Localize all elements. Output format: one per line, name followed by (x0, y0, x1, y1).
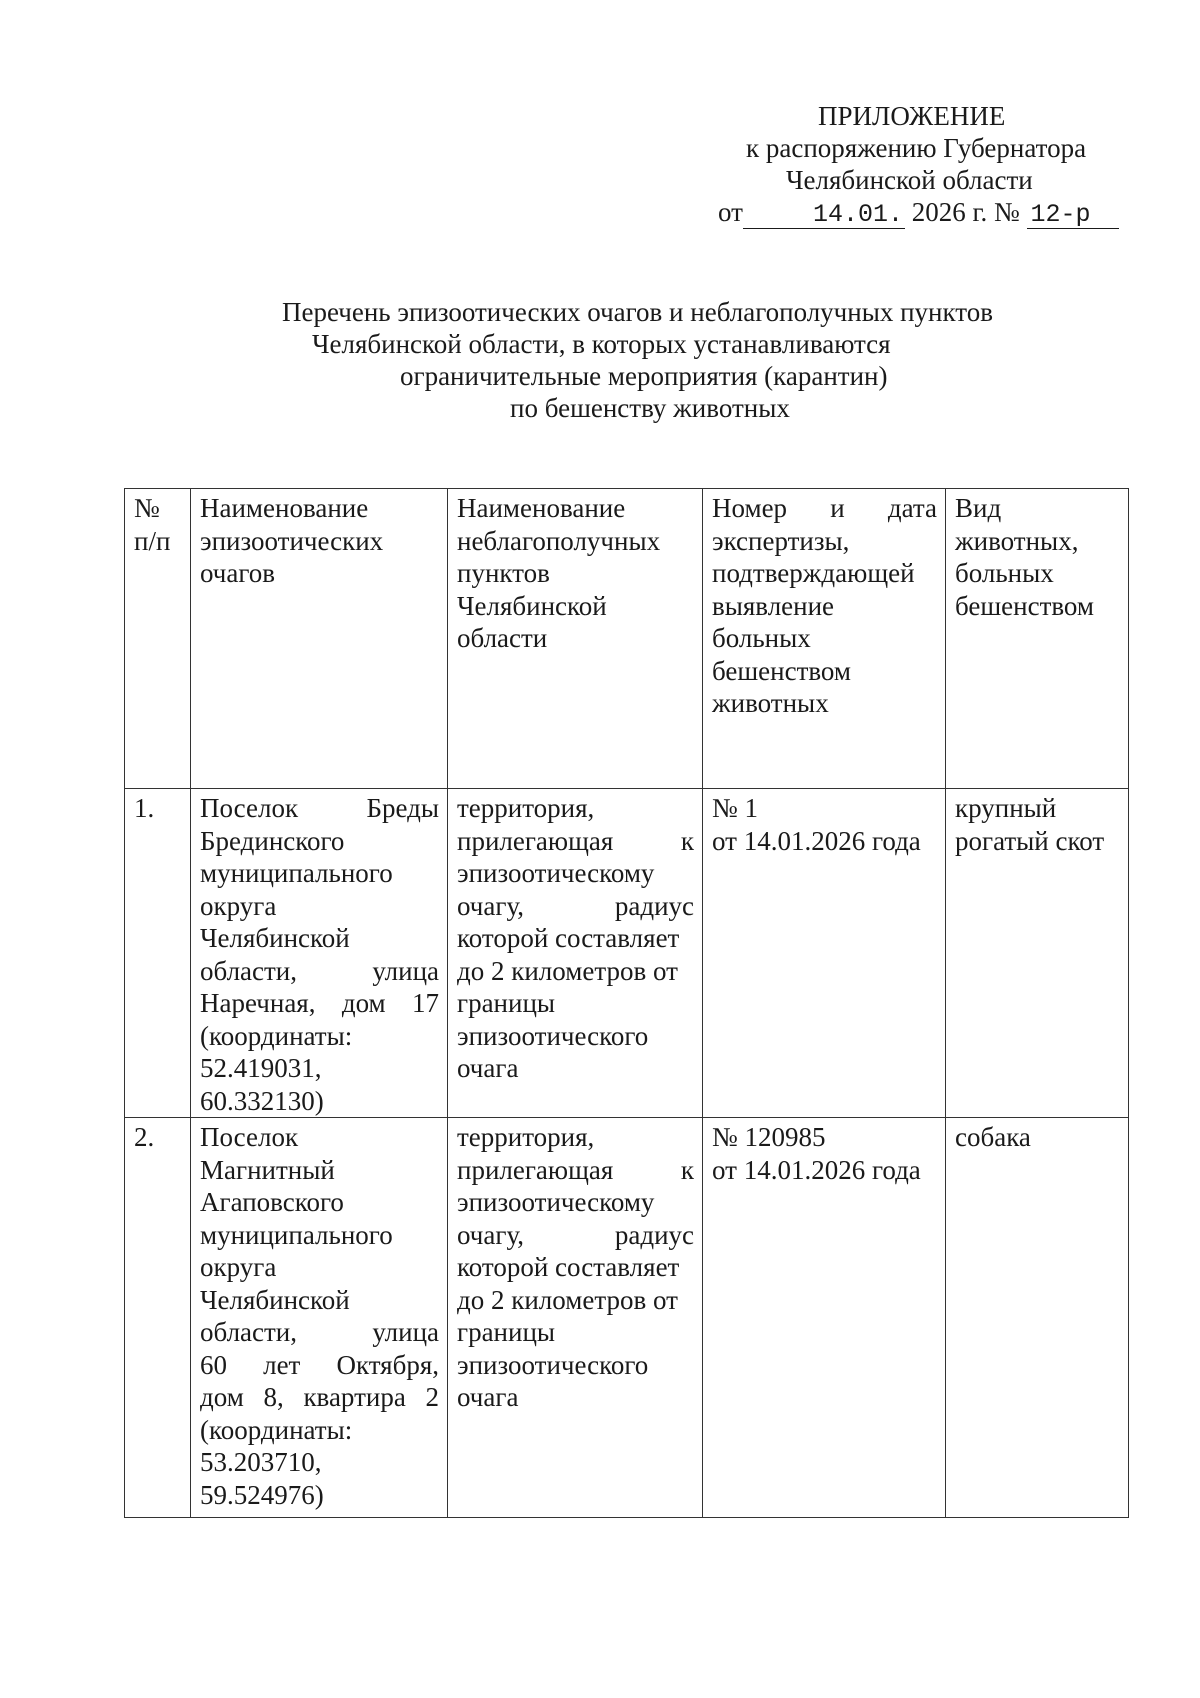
header-focus: Наименование эпизоотических очагов (191, 489, 448, 789)
row-animals: собака (946, 1118, 1129, 1518)
table-header-row (125, 489, 1129, 789)
handwritten-number: 12-р (1027, 202, 1119, 229)
title-line-1: Перечень эпизоотических очагов и неблагополучных пунктов (282, 297, 993, 327)
handwritten-date: 14.01. (743, 202, 905, 229)
appendix-header (700, 100, 1140, 229)
document-title (140, 296, 1080, 424)
title-line-2: Челябинской области, в которых устанавливаются (312, 329, 891, 359)
row-number: 1. (125, 789, 191, 1118)
row-focus: Поселок Бреды Брединского муниципального округа Челябинской области, улица Наречная, дом 17 (координаты: 52.419031, 60.332130) (191, 789, 448, 1118)
year-number-label: 2026 г. № (911, 197, 1020, 227)
row-expertise: № 120985 от 14.01.2026 года (703, 1118, 946, 1518)
appendix-title: ПРИЛОЖЕНИЕ (818, 101, 1006, 131)
header-expertise: Номер и дата экспертизы, подтверждающей выявление больных бешенством животных (703, 489, 946, 789)
appendix-line-2: к распоряжению Губернатора (746, 133, 1087, 163)
row-points: территория, прилегающая к эпизоотическому очагу, радиус которой составляет до 2 километров от границы эпизоотического очага (448, 1118, 703, 1518)
quarantine-table (124, 488, 1129, 1518)
appendix-line-3: Челябинской области (786, 165, 1033, 195)
header-animals: Вид животных, больных бешенством (946, 489, 1129, 789)
table-row (125, 1118, 1129, 1518)
row-expertise: № 1 от 14.01.2026 года (703, 789, 946, 1118)
row-number: 2. (125, 1118, 191, 1518)
appendix-date-line (700, 196, 1140, 229)
row-animals: крупный рогатый скот (946, 789, 1129, 1118)
table-row (125, 789, 1129, 1118)
title-line-4: по бешенству животных (510, 393, 790, 423)
header-points: Наименование неблагополучных пунктов Челябинской области (448, 489, 703, 789)
from-label: от (718, 197, 743, 227)
row-focus: Поселок Магнитный Агаповского муниципального округа Челябинской области, улица 60 лет Октября, дом 8, квартира 2 (координаты: 53.203710, 59.524976) (191, 1118, 448, 1518)
row-points: территория, прилегающая к эпизоотическому очагу, радиус которой составляет до 2 километров от границы эпизоотического очага (448, 789, 703, 1118)
header-num: № п/п (125, 489, 191, 789)
title-line-3: ограничительные мероприятия (карантин) (400, 361, 888, 391)
